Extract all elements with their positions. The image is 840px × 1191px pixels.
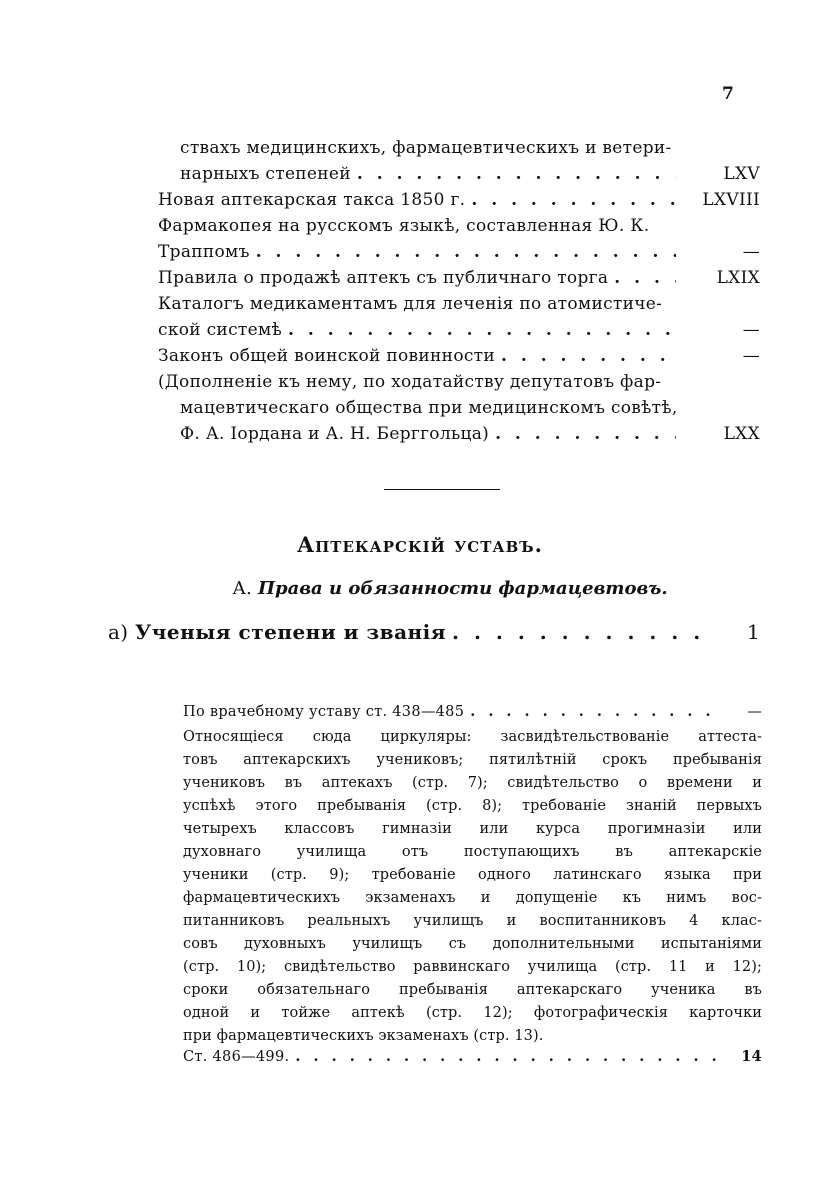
leader-dots — [470, 703, 716, 720]
toc-line — [158, 138, 760, 164]
note-line: сроки обязательнаго пребыванія аптекарскаго ученика въ — [183, 982, 762, 998]
toc-ref: LXVIII — [702, 190, 760, 210]
leader-dots — [614, 268, 676, 288]
note-line: совъ духовныхъ училищъ съ дополнительными испытаніями — [183, 936, 762, 952]
note-line: фармацевтическихъ экзаменахъ и допущеніе къ нимъ вос- — [183, 890, 762, 906]
toc-line — [158, 320, 760, 346]
toc-text: Траппомъ — [158, 242, 250, 262]
note-line: Относящіеся сюда циркуляры: засвидѣтельствованіе аттеста- — [183, 729, 762, 745]
toc-line — [158, 424, 760, 450]
note-line: четырехъ классовъ гимназіи или курса прогимназіи или — [183, 821, 762, 837]
toc-line — [158, 164, 760, 190]
toc-ref: — — [742, 242, 760, 262]
note-line: успѣхѣ этого пребыванія (стр. 8); требованіе знаній первыхъ — [183, 798, 762, 814]
leader-dots — [295, 1048, 716, 1065]
toc-text: нарныхъ степеней — [180, 164, 351, 184]
toc-ref: 1 — [746, 620, 760, 644]
toc-text: мацевтическаго общества при медицинскомъ совѣтѣ, — [180, 398, 678, 418]
leader-dots — [452, 620, 714, 644]
toc-line — [158, 190, 760, 216]
toc-text: Правила о продажѣ аптекъ съ публичнаго торга — [158, 268, 609, 288]
toc-text: Каталогъ медикаментамъ для леченія по атомистиче- — [158, 294, 663, 314]
subsection-entry — [108, 620, 760, 650]
note-line: одной и тойже аптекѣ (стр. 12); фотографическія карточки — [183, 1005, 762, 1021]
note-line: при фармацевтическихъ экзаменахъ (стр. 13). — [183, 1028, 544, 1044]
toc-text: ствахъ медицинскихъ, фармацевтическихъ и ветери- — [180, 138, 672, 158]
toc-ref: LXX — [723, 424, 760, 444]
leader-dots — [501, 346, 676, 366]
toc-ref: LXIX — [716, 268, 760, 288]
toc-line — [158, 372, 760, 398]
note-line: (стр. 10); свидѣтельство раввинскаго училища (стр. 11 и 12); — [183, 959, 762, 975]
toc-text: Ф. А. Іордана и А. Н. Берггольца) — [180, 424, 490, 444]
note-text: Ст. 486—499. — [183, 1049, 290, 1065]
leader-dots — [495, 424, 676, 444]
subsection-label — [108, 620, 446, 644]
note-text: По врачебному уставу ст. 438—485 — [183, 704, 465, 720]
toc-ref: — — [742, 346, 760, 366]
section-heading: Права и обязанности фармацевтовъ. — [257, 578, 668, 599]
table-of-contents — [158, 138, 760, 450]
chapter-title: Аптекарскій уставъ. — [297, 532, 543, 557]
toc-text: (Дополненіе къ нему, по ходатайству депутатовъ фар- — [158, 372, 662, 392]
page-number: 7 — [722, 84, 734, 104]
section-title — [0, 578, 840, 599]
toc-line — [158, 216, 760, 242]
note-ref-number: 14 — [741, 1048, 762, 1065]
note-first-line — [183, 703, 762, 726]
toc-ref: LXV — [723, 164, 760, 184]
note-line: ученики (стр. 9); требованіе одного латинскаго языка при — [183, 867, 762, 883]
leader-dots — [357, 164, 676, 184]
toc-line — [158, 346, 760, 372]
subsection-title: Ученыя степени и званія — [135, 620, 447, 644]
toc-text: Новая аптекарская такса 1850 г. — [158, 190, 466, 210]
note-ref — [722, 1048, 762, 1065]
toc-text: Законъ общей воинской повинности — [158, 346, 496, 366]
note-line: товъ аптекарскихъ учениковъ; пятилѣтній срокъ пребыванія — [183, 752, 762, 768]
toc-line — [158, 268, 760, 294]
leader-dots — [471, 190, 676, 210]
subsection-letter: а) — [108, 620, 129, 644]
note-line: учениковъ въ аптекахъ (стр. 7); свидѣтельство о времени и — [183, 775, 762, 791]
toc-text: Фармакопея на русскомъ языкѣ, составленная Ю. К. — [158, 216, 650, 236]
note-line: питанниковъ реальныхъ училищъ и воспитанниковъ 4 клас- — [183, 913, 762, 929]
toc-line — [158, 242, 760, 268]
note-last-line — [183, 1048, 762, 1071]
toc-line — [108, 620, 760, 650]
leader-dots — [256, 242, 676, 262]
toc-text: ской системѣ — [158, 320, 283, 340]
leader-dots — [288, 320, 676, 340]
toc-line — [158, 294, 760, 320]
note-block — [183, 703, 762, 1071]
section-divider — [384, 489, 500, 490]
note-ref: — — [747, 704, 762, 720]
note-line: духовнаго училища отъ поступающихъ въ аптекарскіе — [183, 844, 762, 860]
toc-ref: — — [742, 320, 760, 340]
section-letter: А. — [232, 578, 252, 599]
toc-line — [158, 398, 760, 424]
